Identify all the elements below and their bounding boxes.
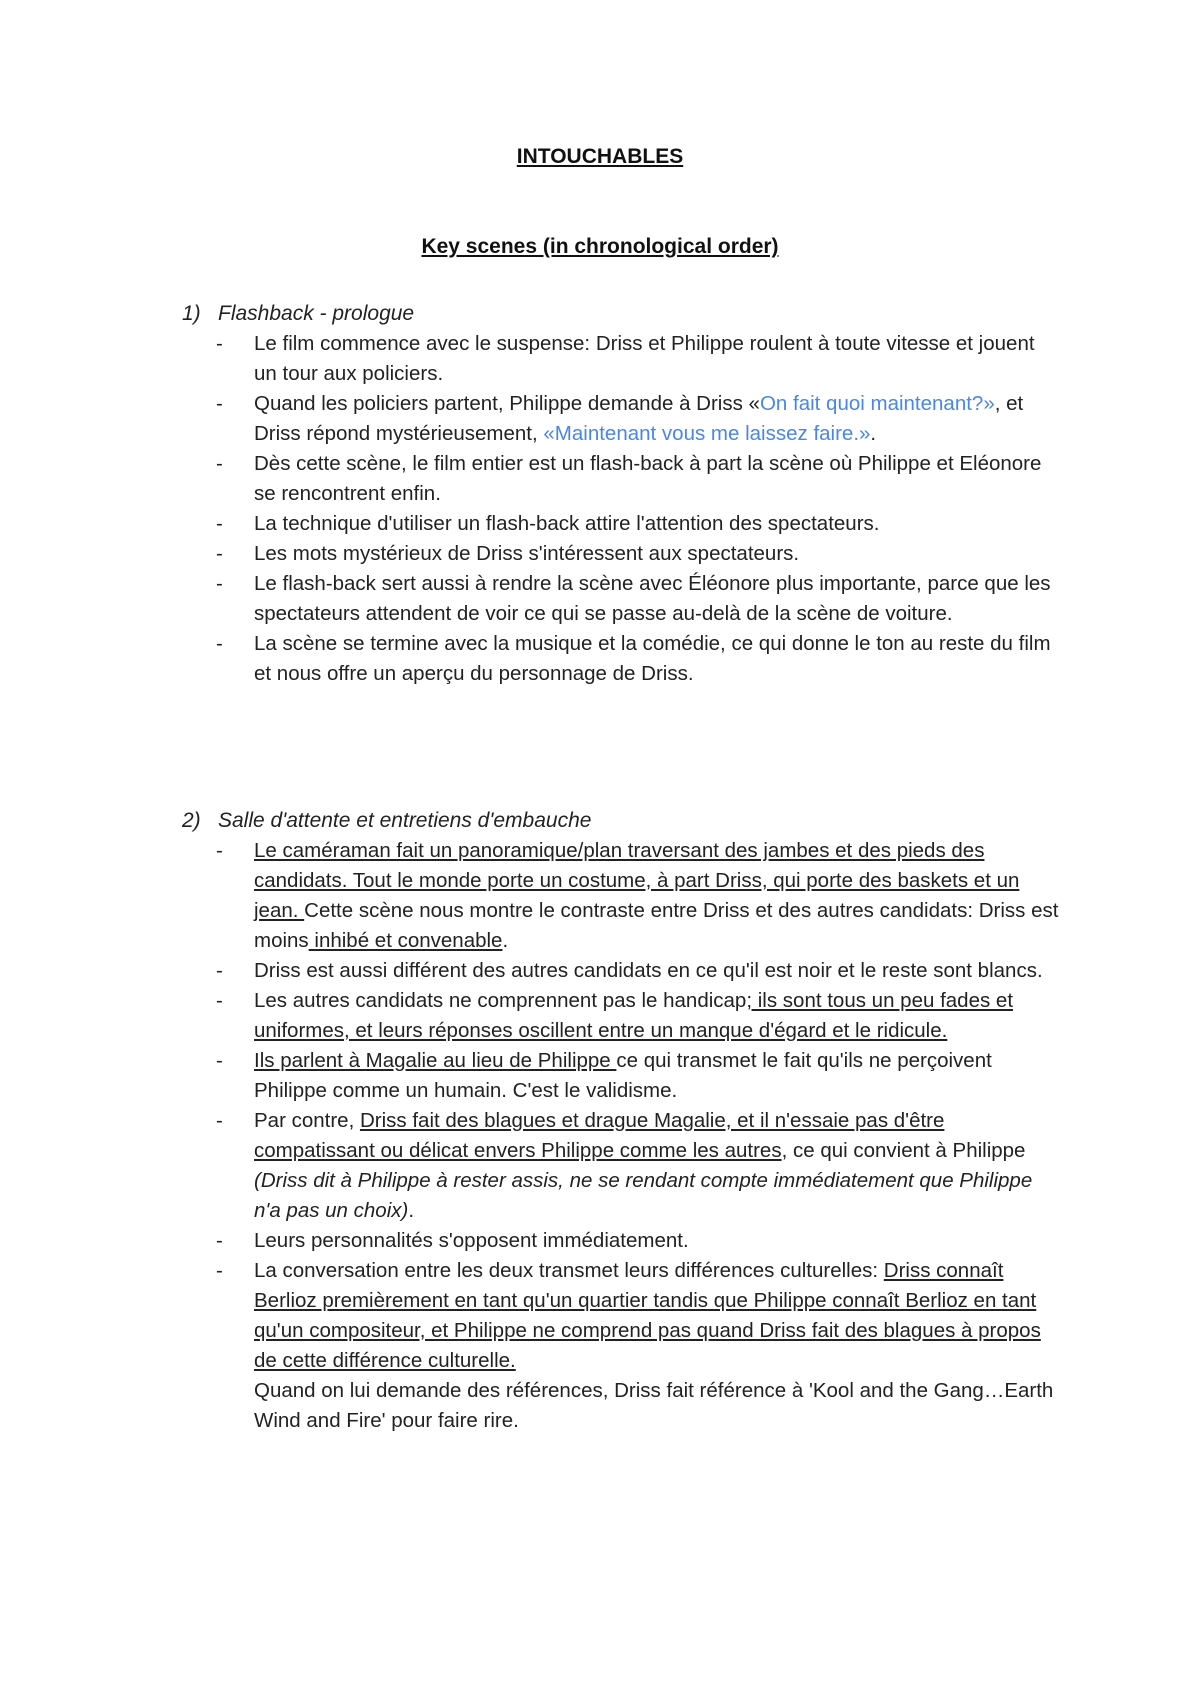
list-item: - Quand les policiers partent, Philippe demande à Driss «On fait quoi maintenant?», et Driss répond mystérieusement, «Maintenant vous me laissez faire.». <box>216 392 1024 445</box>
section-flashback <box>182 299 1062 689</box>
list-item: - La technique d'utiliser un flash-back attire l'attention des spectateurs. <box>216 512 880 535</box>
bullet-list <box>182 836 1062 1436</box>
list-item: - Le caméraman fait un panoramique/plan traversant des jambes et des pieds des candidats. Tout le monde porte un costume, à part Driss, qui porte des baskets et un jean. Cette scène nous montre le contraste entre Driss et des autres candidats: Driss est moins inhibé et convenable. <box>216 839 1059 952</box>
list-item: - Les mots mystérieux de Driss s'intéressent aux spectateurs. <box>216 542 800 565</box>
section-title: Salle d'attente et entretiens d'embauche <box>218 809 592 832</box>
bullet-list <box>182 329 1062 689</box>
list-item: - Le film commence avec le suspense: Driss et Philippe roulent à toute vitesse et jouent un tour aux policiers. <box>216 332 1035 385</box>
section-number: 2) <box>182 809 201 832</box>
section-number: 1) <box>182 302 201 325</box>
list-item: - Dès cette scène, le film entier est un flash-back à part la scène où Philippe et Eléonore se rencontrent enfin. <box>216 452 1042 505</box>
section-waiting-room <box>182 806 1062 1436</box>
list-item: - Le flash-back sert aussi à rendre la scène avec Éléonore plus importante, parce que les spectateurs attendent de voir ce qui se passe au-delà de la scène de voiture. <box>216 572 1051 625</box>
section-heading <box>182 806 1062 836</box>
list-item: - Driss est aussi différent des autres candidats en ce qu'il est noir et le reste sont blancs. <box>216 959 1043 982</box>
list-item: - Par contre, Driss fait des blagues et drague Magalie, et il n'essaie pas d'être compatissant ou délicat envers Philippe comme les autres, ce qui convient à Philippe (Driss dit à Philippe à rester assis, ne se rendant compte immédiatement que Philippe n'a pas un choix). <box>216 1109 1033 1222</box>
section-heading <box>182 299 1062 329</box>
list-item: - Ils parlent à Magalie au lieu de Philippe ce qui transmet le fait qu'ils ne perçoivent Philippe comme un humain. C'est le validisme. <box>216 1049 992 1102</box>
document-title: INTOUCHABLES <box>516 145 684 168</box>
quote-text: On fait quoi maintenant?» <box>759 392 995 415</box>
list-item: - Les autres candidats ne comprennent pas le handicap; ils sont tous un peu fades et uniformes, et leurs réponses oscillent entre un manque d'égard et le ridicule. <box>216 989 1014 1042</box>
document-subtitle: Key scenes (in chronological order) <box>421 235 779 258</box>
quote-text: «Maintenant vous me laissez faire.» <box>543 422 871 445</box>
list-item: - La conversation entre les deux transmet leurs différences culturelles: Driss connaît Berlioz premièrement en tant qu'un quartier tandis que Philippe connaît Berlioz en tant qu'un compositeur, et Philippe ne comprend pas quand Driss fait des blagues à propos de cette différence culturelle. Quand on lui demande des références, Driss fait référence à 'Kool and the Gang…Earth Wind and Fire' pour faire rire. <box>216 1259 1054 1432</box>
list-item: - Leurs personnalités s'opposent immédiatement. <box>216 1229 689 1252</box>
list-item: - La scène se termine avec la musique et la comédie, ce qui donne le ton au reste du film et nous offre un aperçu du personnage de Driss. <box>216 632 1051 685</box>
section-title: Flashback - prologue <box>218 302 415 325</box>
